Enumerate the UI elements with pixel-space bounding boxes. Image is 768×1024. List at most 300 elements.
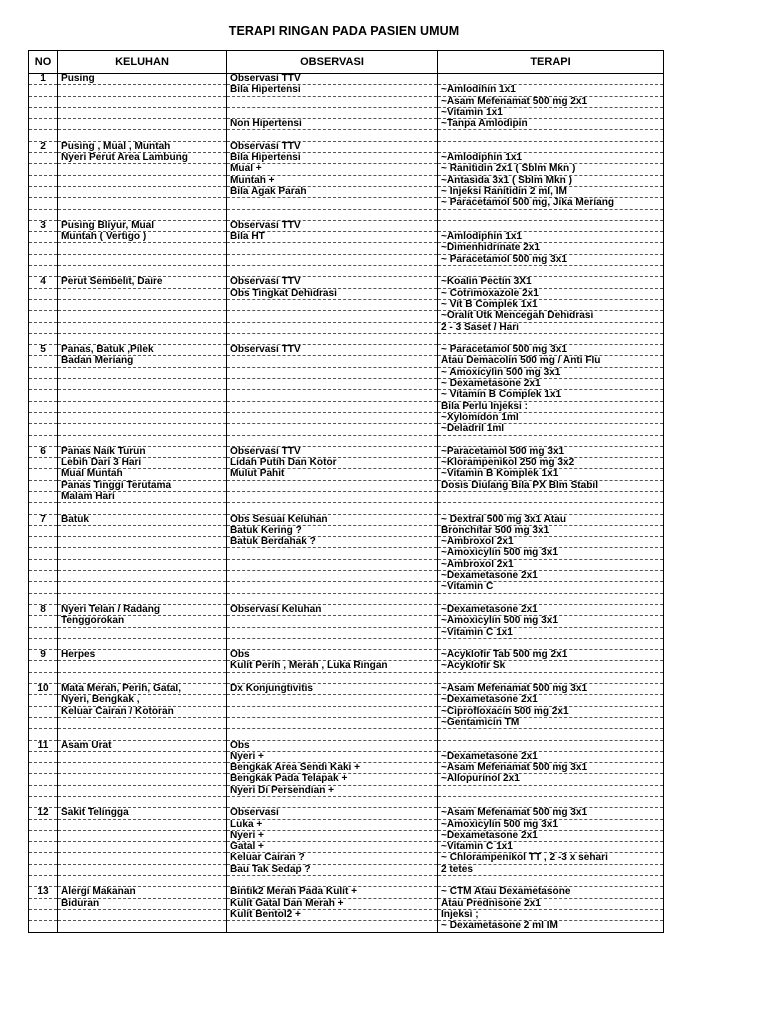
cell-terapi [438, 491, 664, 502]
cell-keluhan [58, 559, 227, 570]
cell-observasi: Nyeri + [227, 751, 438, 762]
cell-keluhan [58, 729, 227, 740]
cell-observasi [227, 706, 438, 717]
cell-observasi: Kulit Gatal Dan Merah + [227, 898, 438, 909]
cell-no [29, 819, 58, 830]
cell-terapi: ~ Chlorampenikol TT , 2 -3 x sehari [438, 853, 664, 864]
table-row [29, 717, 664, 728]
cell-no: 2 [29, 141, 58, 152]
cell-observasi [227, 435, 438, 446]
table-row [29, 684, 664, 695]
cell-no [29, 209, 58, 220]
cell-observasi: Dx Konjungtivitis [227, 684, 438, 695]
cell-terapi: ~Dexametasone 2x1 [438, 751, 664, 762]
cell-keluhan [58, 537, 227, 548]
cell-no [29, 198, 58, 209]
cell-keluhan: Nyeri, Bengkak , [58, 695, 227, 706]
table-row [29, 401, 664, 412]
cell-terapi: ~Vitamin B Komplek 1x1 [438, 469, 664, 480]
cell-observasi: Bila HT [227, 232, 438, 243]
cell-terapi: ~ CTM Atau Dexametasone [438, 887, 664, 898]
cell-terapi: ~Tanpa Amlodipin [438, 119, 664, 130]
cell-no: 13 [29, 887, 58, 898]
cell-observasi [227, 876, 438, 887]
table-row [29, 853, 664, 864]
cell-terapi: ~Paracetamol 500 mg 3x1 [438, 446, 664, 457]
table-body [29, 74, 664, 933]
cell-keluhan [58, 186, 227, 197]
cell-no [29, 412, 58, 423]
table-row [29, 491, 664, 502]
cell-observasi: Kulit Perih , Merah , Luka Ringan [227, 661, 438, 672]
cell-terapi: ~ Paracetamol 500 mg 3x1 [438, 345, 664, 356]
cell-observasi [227, 299, 438, 310]
cell-keluhan [58, 119, 227, 130]
cell-observasi: Observasi TTV [227, 345, 438, 356]
cell-observasi: Observasi TTV [227, 141, 438, 152]
cell-keluhan [58, 582, 227, 593]
cell-no [29, 864, 58, 875]
table-row [29, 695, 664, 706]
cell-terapi [438, 503, 664, 514]
cell-no [29, 525, 58, 536]
header-terapi: TERAPI [438, 51, 664, 74]
cell-observasi: Kulit Bentol2 + [227, 909, 438, 920]
cell-no: 7 [29, 514, 58, 525]
cell-no [29, 717, 58, 728]
table-row [29, 604, 664, 615]
cell-keluhan [58, 401, 227, 412]
cell-keluhan: Nyeri Telan / Radang [58, 604, 227, 615]
cell-keluhan [58, 571, 227, 582]
cell-terapi [438, 141, 664, 152]
cell-no [29, 322, 58, 333]
cell-no [29, 638, 58, 649]
table-row [29, 763, 664, 774]
table-row [29, 525, 664, 536]
cell-no [29, 559, 58, 570]
cell-keluhan [58, 175, 227, 186]
cell-observasi: Luka + [227, 819, 438, 830]
cell-no [29, 571, 58, 582]
cell-observasi [227, 266, 438, 277]
cell-keluhan [58, 627, 227, 638]
cell-terapi: ~Dexametasone 2x1 [438, 571, 664, 582]
cell-keluhan: Pusing [58, 74, 227, 85]
cell-terapi [438, 785, 664, 796]
cell-observasi: Bila Hipertensi [227, 85, 438, 96]
cell-keluhan: Malam Hari [58, 491, 227, 502]
table-row [29, 288, 664, 299]
table-row [29, 661, 664, 672]
cell-observasi [227, 559, 438, 570]
cell-no: 8 [29, 604, 58, 615]
cell-keluhan: Perut Sembelit, Daire [58, 277, 227, 288]
cell-keluhan: Panas Naik Turun [58, 446, 227, 457]
cell-terapi [438, 435, 664, 446]
cell-observasi: Observasi Keluhan [227, 604, 438, 615]
cell-no [29, 503, 58, 514]
cell-keluhan [58, 864, 227, 875]
cell-terapi: 2 tetes [438, 864, 664, 875]
cell-keluhan: Biduran [58, 898, 227, 909]
cell-keluhan: Tenggorokan [58, 616, 227, 627]
cell-terapi: ~Amlodihin 1x1 [438, 85, 664, 96]
cell-observasi [227, 401, 438, 412]
table-row [29, 209, 664, 220]
table-row [29, 887, 664, 898]
table-row [29, 503, 664, 514]
table-row [29, 130, 664, 141]
cell-observasi: Observasi TTV [227, 446, 438, 457]
table-row [29, 921, 664, 932]
cell-no [29, 96, 58, 107]
cell-terapi [438, 74, 664, 85]
cell-observasi: Non Hipertensi [227, 119, 438, 130]
cell-no [29, 288, 58, 299]
cell-terapi: ~Dexametasone 2x1 [438, 604, 664, 615]
cell-keluhan: Pusing , Mual , Muntah [58, 141, 227, 152]
cell-keluhan [58, 243, 227, 254]
cell-terapi: ~Vitamin C [438, 582, 664, 593]
cell-keluhan [58, 672, 227, 683]
cell-observasi [227, 921, 438, 932]
cell-no [29, 435, 58, 446]
cell-observasi: Bengkak Pada Telapak + [227, 774, 438, 785]
cell-no: 5 [29, 345, 58, 356]
cell-no [29, 469, 58, 480]
cell-no [29, 480, 58, 491]
cell-no [29, 130, 58, 141]
cell-no [29, 797, 58, 808]
cell-terapi [438, 876, 664, 887]
header-observasi: OBSERVASI [227, 51, 438, 74]
cell-keluhan [58, 819, 227, 830]
cell-no [29, 616, 58, 627]
cell-keluhan [58, 299, 227, 310]
cell-observasi: Lidah Putih Dan Kotor [227, 458, 438, 469]
cell-observasi [227, 243, 438, 254]
cell-observasi: Observasi TTV [227, 220, 438, 231]
table-row [29, 842, 664, 853]
cell-no: 11 [29, 740, 58, 751]
cell-terapi [438, 593, 664, 604]
cell-terapi [438, 740, 664, 751]
cell-terapi: Atau Demacolin 500 mg / Anti Flu [438, 356, 664, 367]
cell-no [29, 491, 58, 502]
cell-terapi: Injeksi ; [438, 909, 664, 920]
cell-observasi [227, 797, 438, 808]
cell-keluhan [58, 107, 227, 118]
cell-keluhan [58, 842, 227, 853]
table-row [29, 232, 664, 243]
cell-no [29, 830, 58, 841]
cell-keluhan [58, 548, 227, 559]
cell-no [29, 153, 58, 164]
table-row [29, 898, 664, 909]
table-row [29, 616, 664, 627]
cell-keluhan [58, 322, 227, 333]
table-row [29, 774, 664, 785]
cell-keluhan [58, 266, 227, 277]
header-keluhan: KELUHAN [58, 51, 227, 74]
cell-no [29, 243, 58, 254]
cell-no [29, 119, 58, 130]
cell-terapi: ~ Ranitidin 2x1 ( Sblm Mkn ) [438, 164, 664, 175]
cell-terapi: ~Dimenhidrinate 2x1 [438, 243, 664, 254]
cell-observasi [227, 107, 438, 118]
table-row [29, 537, 664, 548]
cell-observasi [227, 627, 438, 638]
cell-no [29, 254, 58, 265]
cell-no [29, 695, 58, 706]
table-row [29, 107, 664, 118]
cell-no [29, 311, 58, 322]
table-row [29, 333, 664, 344]
cell-keluhan [58, 435, 227, 446]
cell-terapi: ~Asam Mefenamat 500 mg 3x1 [438, 763, 664, 774]
table-row [29, 514, 664, 525]
cell-no [29, 763, 58, 774]
cell-no: 10 [29, 684, 58, 695]
cell-no [29, 898, 58, 909]
cell-observasi: Mual + [227, 164, 438, 175]
cell-no [29, 107, 58, 118]
cell-terapi: ~Ambroxol 2x1 [438, 559, 664, 570]
cell-keluhan [58, 751, 227, 762]
cell-terapi: ~Dexametasone 2x1 [438, 695, 664, 706]
cell-terapi: ~Ambroxol 2x1 [438, 537, 664, 548]
cell-no [29, 853, 58, 864]
table-row [29, 435, 664, 446]
cell-observasi: Mulut Pahit [227, 469, 438, 480]
cell-terapi: ~Amlodiphin 1x1 [438, 153, 664, 164]
cell-terapi: ~ Cotrimoxazole 2x1 [438, 288, 664, 299]
table-row [29, 254, 664, 265]
cell-keluhan [58, 909, 227, 920]
cell-keluhan [58, 876, 227, 887]
cell-terapi: ~Asam Mefenamat 500 mg 3x1 [438, 684, 664, 695]
cell-terapi: Atau Prednisone 2x1 [438, 898, 664, 909]
cell-terapi: ~ Dexametasone 2x1 [438, 379, 664, 390]
cell-no [29, 774, 58, 785]
table-row [29, 119, 664, 130]
cell-no: 3 [29, 220, 58, 231]
cell-terapi: ~ Paracetamol 500 mg, Jika Meriang [438, 198, 664, 209]
cell-terapi [438, 220, 664, 231]
table-row [29, 830, 664, 841]
cell-keluhan [58, 85, 227, 96]
cell-keluhan [58, 198, 227, 209]
cell-no [29, 729, 58, 740]
cell-no [29, 232, 58, 243]
cell-observasi [227, 503, 438, 514]
table-row [29, 74, 664, 85]
cell-observasi: Nyeri + [227, 830, 438, 841]
cell-keluhan: Herpes [58, 650, 227, 661]
table-row [29, 345, 664, 356]
cell-terapi: ~Vitamin 1x1 [438, 107, 664, 118]
cell-observasi [227, 571, 438, 582]
cell-observasi: Bila Agak Parah [227, 186, 438, 197]
cell-keluhan: Keluar Cairan / Kotoran [58, 706, 227, 717]
cell-keluhan [58, 638, 227, 649]
document-title: TERAPI RINGAN PADA PASIEN UMUM [228, 24, 460, 38]
cell-observasi: Batuk Kering ? [227, 525, 438, 536]
cell-keluhan [58, 763, 227, 774]
cell-observasi [227, 390, 438, 401]
cell-observasi: Obs Sesuai Keluhan [227, 514, 438, 525]
cell-terapi [438, 672, 664, 683]
cell-keluhan [58, 774, 227, 785]
table-row [29, 751, 664, 762]
cell-observasi [227, 130, 438, 141]
cell-terapi [438, 209, 664, 220]
cell-terapi: ~Xylomidon 1ml [438, 412, 664, 423]
cell-observasi [227, 480, 438, 491]
cell-observasi [227, 582, 438, 593]
cell-terapi: ~Asam Mefenamat 500 mg 2x1 [438, 96, 664, 107]
cell-keluhan [58, 164, 227, 175]
table-row [29, 909, 664, 920]
cell-terapi [438, 333, 664, 344]
cell-keluhan: Nyeri Perut Area Lambung [58, 153, 227, 164]
table-header-row [29, 51, 664, 74]
cell-no [29, 582, 58, 593]
table-row [29, 876, 664, 887]
cell-keluhan [58, 830, 227, 841]
table-row [29, 548, 664, 559]
cell-no [29, 921, 58, 932]
cell-keluhan [58, 424, 227, 435]
table-row [29, 729, 664, 740]
cell-no [29, 424, 58, 435]
table-row [29, 582, 664, 593]
cell-terapi: ~Allopurinol 2x1 [438, 774, 664, 785]
header-no: NO [29, 51, 58, 74]
cell-observasi [227, 322, 438, 333]
cell-terapi: Dosis Diulang Bila PX Blm Stabil [438, 480, 664, 491]
cell-terapi: ~Klorampenikol 250 mg 3x2 [438, 458, 664, 469]
table-row [29, 220, 664, 231]
cell-observasi: Obs [227, 740, 438, 751]
cell-terapi [438, 729, 664, 740]
cell-observasi [227, 356, 438, 367]
therapy-table [28, 50, 664, 933]
cell-terapi: ~Amoxicylin 500 mg 3x1 [438, 548, 664, 559]
cell-observasi: Bengkak Area Sendi Kaki + [227, 763, 438, 774]
table-row [29, 480, 664, 491]
cell-terapi: ~Oralit Utk Mencegah Dehidrasi [438, 311, 664, 322]
table-row [29, 412, 664, 423]
cell-keluhan [58, 209, 227, 220]
cell-keluhan: Panas Tinggi Terutama [58, 480, 227, 491]
table-row [29, 672, 664, 683]
cell-observasi [227, 491, 438, 502]
cell-keluhan [58, 593, 227, 604]
cell-observasi [227, 717, 438, 728]
cell-keluhan: Badan Meriang [58, 356, 227, 367]
cell-keluhan [58, 717, 227, 728]
table-row [29, 593, 664, 604]
cell-terapi: ~Vitamin C 1x1 [438, 842, 664, 853]
cell-no [29, 785, 58, 796]
cell-observasi: Bau Tak Sedap ? [227, 864, 438, 875]
cell-no [29, 333, 58, 344]
cell-observasi [227, 379, 438, 390]
cell-terapi: ~Antasida 3x1 ( Sblm Mkn ) [438, 175, 664, 186]
cell-terapi [438, 266, 664, 277]
table-row [29, 153, 664, 164]
table-row [29, 96, 664, 107]
cell-terapi: ~Asam Mefenamat 500 mg 3x1 [438, 808, 664, 819]
cell-observasi [227, 254, 438, 265]
cell-observasi [227, 548, 438, 559]
cell-observasi: Gatal + [227, 842, 438, 853]
cell-keluhan: Pusing Bliyur, Mual [58, 220, 227, 231]
cell-observasi: Batuk Berdahak ? [227, 537, 438, 548]
cell-no [29, 390, 58, 401]
cell-terapi: ~Acyklofir Sk [438, 661, 664, 672]
cell-observasi [227, 424, 438, 435]
cell-observasi [227, 209, 438, 220]
table-row [29, 322, 664, 333]
table-row [29, 559, 664, 570]
cell-no [29, 842, 58, 853]
table-row [29, 706, 664, 717]
cell-observasi: Obs Tingkat Dehidrasi [227, 288, 438, 299]
cell-observasi [227, 412, 438, 423]
cell-no [29, 661, 58, 672]
cell-terapi: ~Ciprofloxacin 500 mg 2x1 [438, 706, 664, 717]
cell-observasi [227, 333, 438, 344]
cell-no [29, 175, 58, 186]
cell-observasi: Observasi [227, 808, 438, 819]
table-row [29, 141, 664, 152]
cell-observasi: Nyeri Di Persendian + [227, 785, 438, 796]
cell-no [29, 85, 58, 96]
cell-no: 4 [29, 277, 58, 288]
cell-observasi: Observasi TTV [227, 74, 438, 85]
cell-terapi: ~Gentamicin TM [438, 717, 664, 728]
table-row [29, 785, 664, 796]
table-row [29, 458, 664, 469]
cell-keluhan [58, 254, 227, 265]
cell-terapi: ~ Paracetamol 500 mg 3x1 [438, 254, 664, 265]
cell-keluhan [58, 390, 227, 401]
cell-no [29, 627, 58, 638]
table-row [29, 198, 664, 209]
table-row [29, 299, 664, 310]
table-row [29, 85, 664, 96]
cell-observasi [227, 367, 438, 378]
table-row [29, 367, 664, 378]
table-row [29, 379, 664, 390]
cell-no [29, 751, 58, 762]
cell-terapi: ~Acyklofir Tab 500 mg 2x1 [438, 650, 664, 661]
table-row [29, 740, 664, 751]
cell-keluhan [58, 661, 227, 672]
table-row [29, 571, 664, 582]
cell-terapi: ~Vitamin C 1x1 [438, 627, 664, 638]
cell-keluhan [58, 503, 227, 514]
cell-terapi: 2 - 3 Saset / Hari [438, 322, 664, 333]
table-row [29, 819, 664, 830]
table-row [29, 175, 664, 186]
cell-no [29, 909, 58, 920]
cell-keluhan [58, 785, 227, 796]
cell-terapi: Bila Perlu Injeksi : [438, 401, 664, 412]
